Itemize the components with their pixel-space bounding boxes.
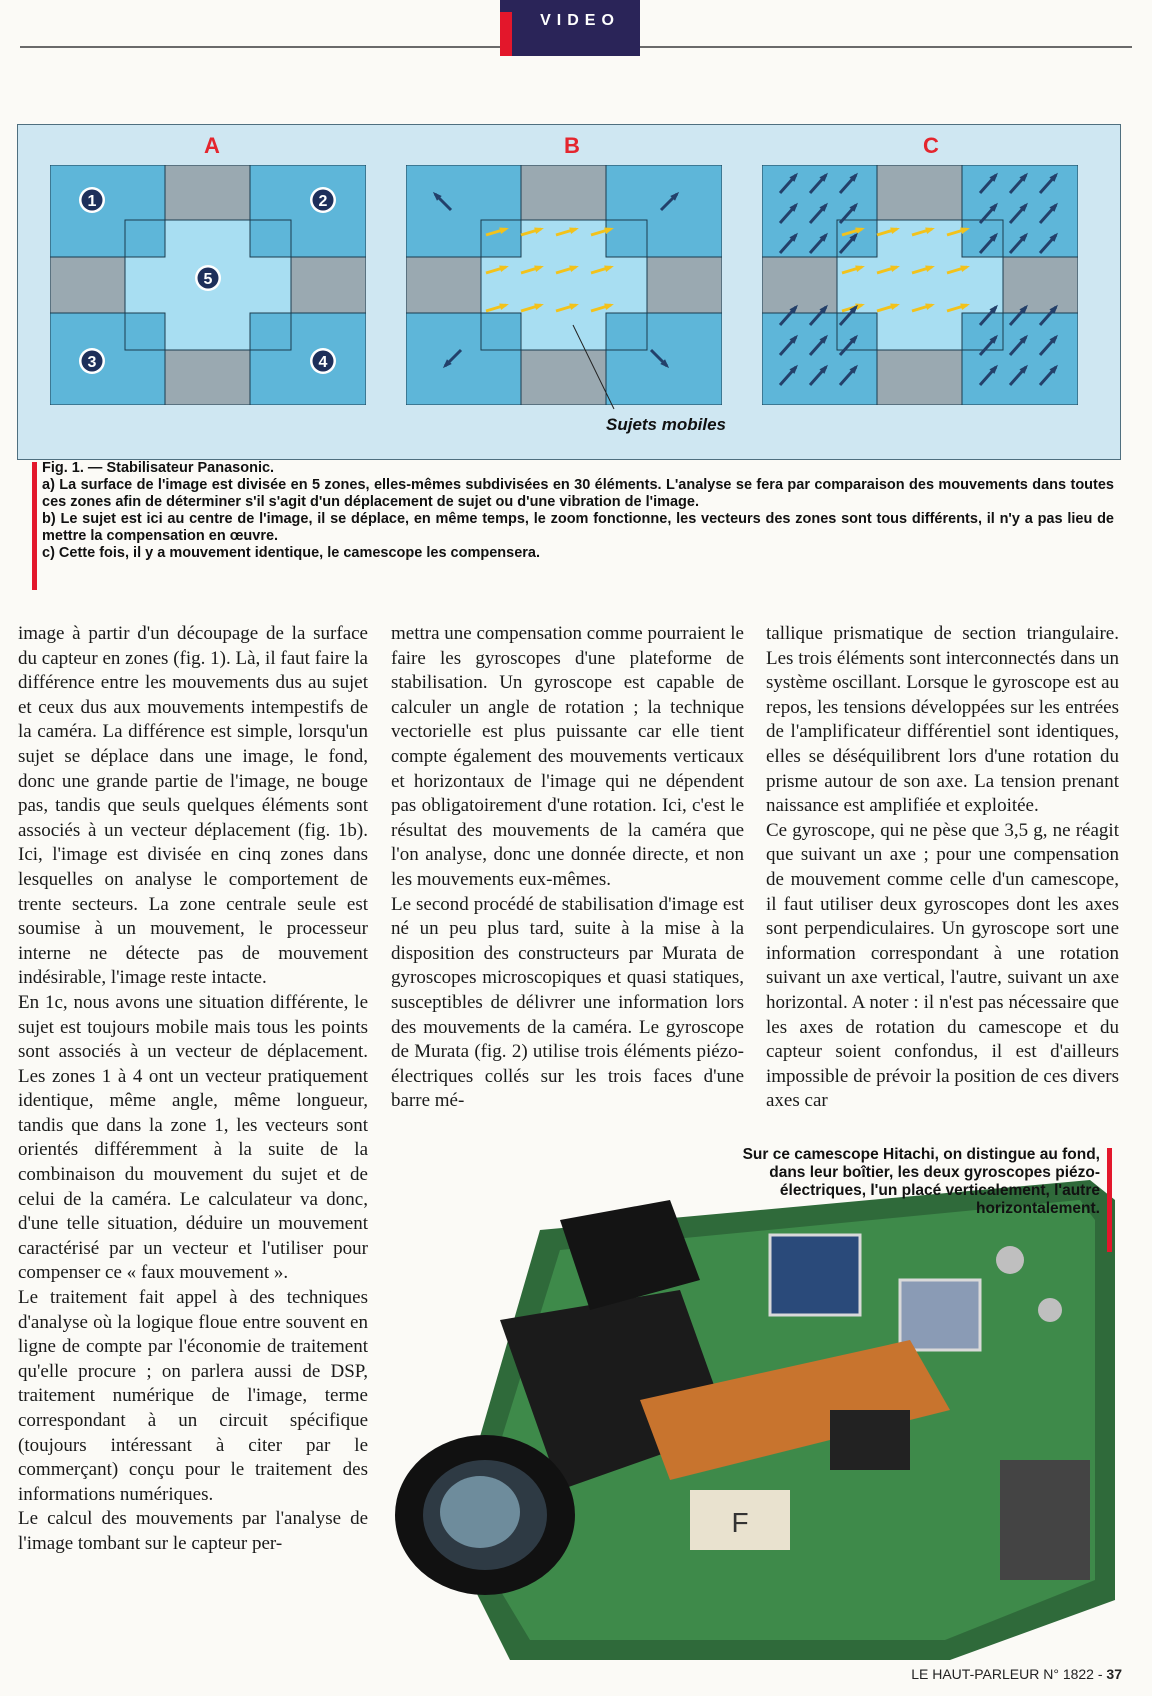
paragraph: Le second procédé de stabilisation d'image est né un peu plus tard, suite à la mise à la disposition des constructeurs par Murata de gyroscopes microscopiques et quasi statiques, susceptibles de délivrer une information lors des mouvements de la caméra. Le gyroscope de Murata (fig. 2) utilise trois éléments piézo-électriques collés sur les trois faces d'une barre mé- [391,893,744,1112]
footer-separator: - [1093,1666,1107,1682]
mobile-subjects-label: Sujets mobiles [606,415,726,434]
text-column-3 [766,622,1119,1114]
svg-text:1: 1 [87,193,97,210]
paragraph: tallique prismatique de section triangulaire. Les trois éléments sont interconnectés dans un système oscillant. Lorsque le gyroscope est au repos, les tensions développées sur les entrées de l'amplificateur différentiel sont identiques, elles se déséquilibrent lors d'une rotation du prisme autour de son axe. La tension prenant naissance est amplifiée et exploitée. [766,623,1119,817]
caption-b: b) Le sujet est ici au centre de l'image, il se déplace, en même temps, le zoom fonctionne, les vecteurs des zones sont tous différents, il n'y a pas lieu de mettre la compensation en œuvre. [42,511,1114,544]
caption-c: c) Cette fois, il y a mouvement identique, le camescope les compensera. [42,545,541,561]
photo-caption-accent [1107,1148,1112,1252]
figure-1 [17,124,1121,460]
svg-text:3: 3 [87,354,97,371]
text-column-1 [18,622,368,1557]
paragraph: mettra une compensation comme pourraient le faire les gyroscopes d'une plateforme de stabilisation. Un gyroscope est capable de calculer un angle de rotation ; la technique vectorielle est plus puissante car elle tient compte également des mouvements verticaux et horizontaux de l'image qui ne dépendent pas obligatoirement d'une rotation. Ici, c'est le résultat des mouvements de la caméra que l'on analyse, donc une donnée directe, et non les mouvements eux-mêmes. [391,623,744,890]
paragraph: Le traitement fait appel à des techniques d'analyse où la logique floue entre souvent en ligne de compte par l'économie de traitement qu'elle procure ; on parlera aussi de DSP, traitement numérique de l'image, terme correspondant à un circuit spécifique (toujours intéressant à citer par le commerçant) conçu pour le traitement des informations numériques. [18,1287,368,1505]
figure-caption [42,460,1114,562]
panel-letter-a: A [204,133,220,158]
caption-title: Fig. 1. — Stabilisateur Panasonic. [42,460,275,476]
section-tab-accent [500,12,512,56]
issue-number: N° 1822 [1043,1666,1094,1682]
page-number: 37 [1106,1666,1122,1682]
magazine-name: LE HAUT-PARLEUR [911,1666,1040,1682]
paragraph: Ce gyroscope, qui ne pèse que 3,5 g, ne réagit que suivant un axe ; pour une compensation de mouvement comme celle d'un camescope, il faut utiliser deux gyroscopes dont les axes sont perpendiculaires. Un gyroscope sort une information correspondant à une rotation suivant un axe vertical, l'autre, suivant un axe horizontal. A noter : il n'est pas nécessaire que les axes de rotation du camescope et du capteur soient confondus, il est d'ailleurs impossible de prévoir la position de ces divers axes car [766,819,1119,1112]
mobile-pointer-line [18,125,1120,459]
svg-text:4: 4 [318,354,328,371]
caption-accent-bar [32,462,37,590]
photo-caption: Sur ce camescope Hitachi, on distingue au fond, dans leur boîtier, les deux gyroscopes piézo-électriques, l'un placé verticalement, l'autre horizontalement. [742,1146,1100,1217]
svg-text:F: F [731,1507,749,1538]
page-footer [911,1666,1122,1682]
section-title: VIDEO [540,12,620,29]
panel-letter-c: C [923,133,939,158]
paragraph: image à partir d'un découpage de la surface du capteur en zones (fig. 1). Là, il faut faire la différence entre les mouvements dus au sujet et ceux dus aux mouvements intempestifs de la caméra. La différence est simple, lorsqu'un sujet se déplace dans une image, le fond, donc une grande partie de l'image, ne bouge pas, tandis que seuls quelques éléments sont associés à un vecteur déplacement (fig. 1b). Ici, l'image est divisée en cinq zones dans lesquelles on analyse le comportement de trente secteurs. La zone centrale seule est soumise à un mouvement, le processeur interne ne détecte pas de mouvement indésirable, l'image reste intacte. [18,623,368,989]
paragraph: Le calcul des mouvements par l'analyse de l'image tombant sur le capteur per- [18,1508,368,1554]
svg-text:2: 2 [318,193,328,210]
paragraph: En 1c, nous avons une situation différente, le sujet est toujours mobile mais tous les points sont associés à un vecteur de déplacement. Les zones 1 à 4 ont un vecteur pratiquement identique, même angle, même longueur, tandis que dans la zone 1, les vecteurs sont orientés différemment à la suite de la combinaison du mouvement du sujet et de celui de la caméra. Le calculateur va donc, d'une telle situation, déduire un mouvement caractérisé par un vecteur et l'utiliser pour compenser ce « faux mouvement ». [18,991,368,1284]
svg-text:5: 5 [203,271,213,288]
camcorder-photo [390,1160,1115,1660]
caption-a: a) La surface de l'image est divisée en 5 zones, elles-mêmes subdivisées en 30 éléments. L'analyse se fera par comparaison des mouvements dans toutes ces zones afin de déterminer s'il s'agit d'un déplacement de sujet ou d'une vibration de l'image. [42,477,1114,510]
panel-letter-b: B [564,133,580,158]
text-column-2 [391,622,744,1114]
